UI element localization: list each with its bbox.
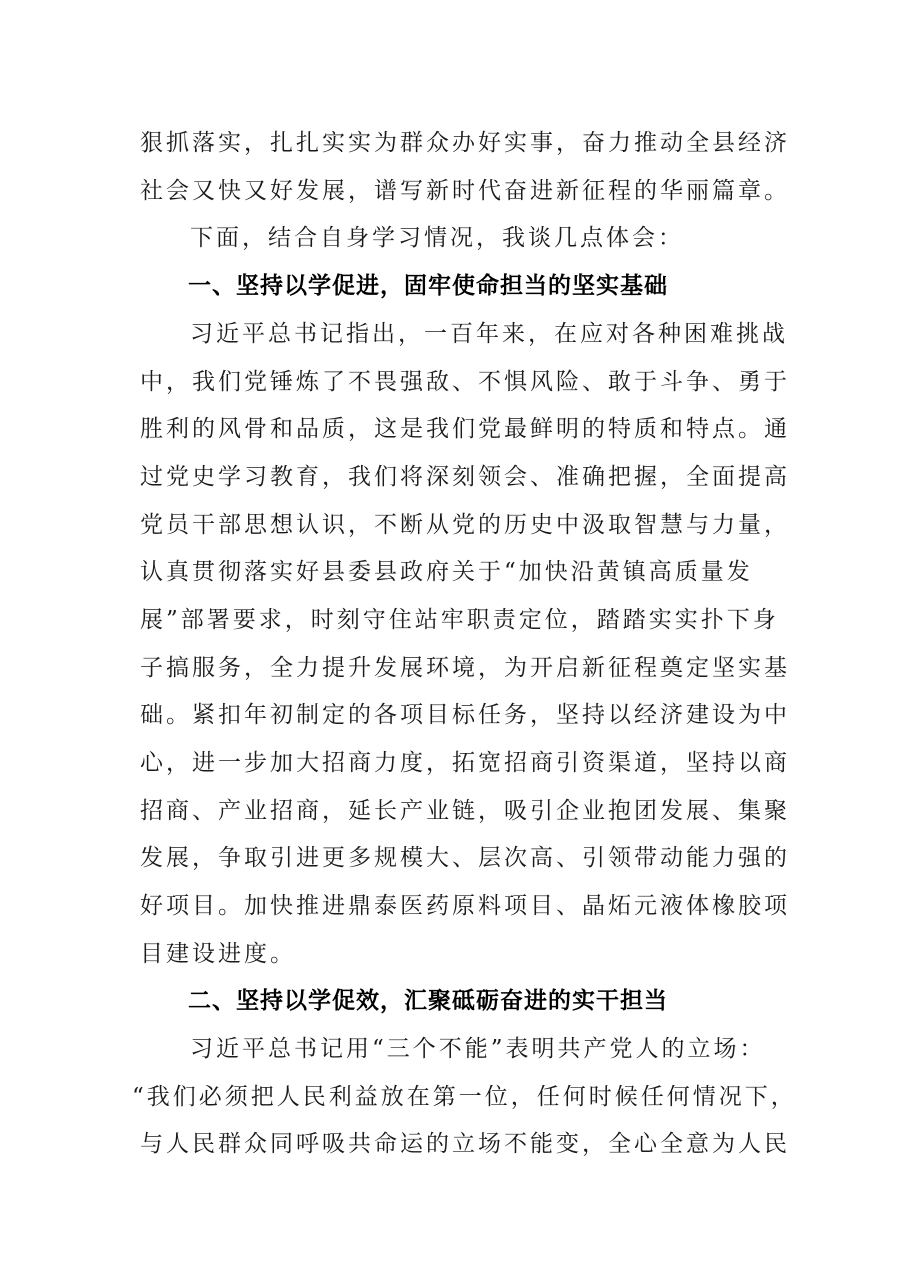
body-line: 展”部署要求，时刻守住站牢职责定位，踏踏实实扑下身: [140, 607, 779, 633]
body-line: 心，进一步加大招商力度，拓宽招商引资渠道，坚持以商: [140, 750, 790, 776]
body-line: 与人民群众同呼吸共命运的立场不能变，全心全意为人民: [140, 1131, 790, 1157]
section-heading-1: 一、坚持以学促进，固牢使命担当的坚实基础: [188, 273, 668, 299]
body-line: 认真贯彻落实好县委县政府关于“加快沿黄镇高质量发: [140, 559, 753, 585]
body-line: 过党史学习教育，我们将深刻领会、准确把握，全面提高: [140, 464, 790, 490]
paragraph-2-start: 习近平总书记用“三个不能”表明共产党人的立场：: [190, 1036, 766, 1062]
section-heading-2: 二、坚持以学促效，汇聚砥砺奋进的实干担当: [188, 988, 668, 1014]
body-line: 好项目。加快推进鼎泰医药原料项目、晶炻元液体橡胶项: [140, 893, 790, 919]
body-line: 发展，争取引进更多规模大、层次高、引领带动能力强的: [140, 845, 790, 871]
body-line: “我们必须把人民利益放在第一位，任何时候任何情况下，: [132, 1084, 797, 1110]
paragraph-intro: 下面，结合自身学习情况，我谈几点体会：: [190, 225, 684, 251]
body-line: 狠抓落实，扎扎实实为群众办好实事，奋力推动全县经济: [140, 130, 790, 156]
body-line: 础。紧扣年初制定的各项目标任务，坚持以经济建设为中: [140, 702, 790, 728]
body-line: 中，我们党锤炼了不畏强敌、不惧风险、敢于斗争、勇于: [140, 369, 790, 395]
body-line: 招商、产业招商，延长产业链，吸引企业抱团发展、集聚: [140, 798, 790, 824]
body-line: 党员干部思想认识，不断从党的历史中汲取智慧与力量，: [140, 512, 790, 538]
body-line: 目建设进度。: [140, 941, 296, 967]
body-line: 社会又快又好发展，谱写新时代奋进新征程的华丽篇章。: [140, 178, 790, 204]
paragraph-1-start: 习近平总书记指出，一百年来，在应对各种困难挑战: [190, 321, 788, 347]
body-line: 胜利的风骨和品质，这是我们党最鲜明的特质和特点。通: [140, 416, 790, 442]
body-line: 子搞服务，全力提升发展环境，为开启新征程奠定坚实基: [140, 655, 790, 681]
